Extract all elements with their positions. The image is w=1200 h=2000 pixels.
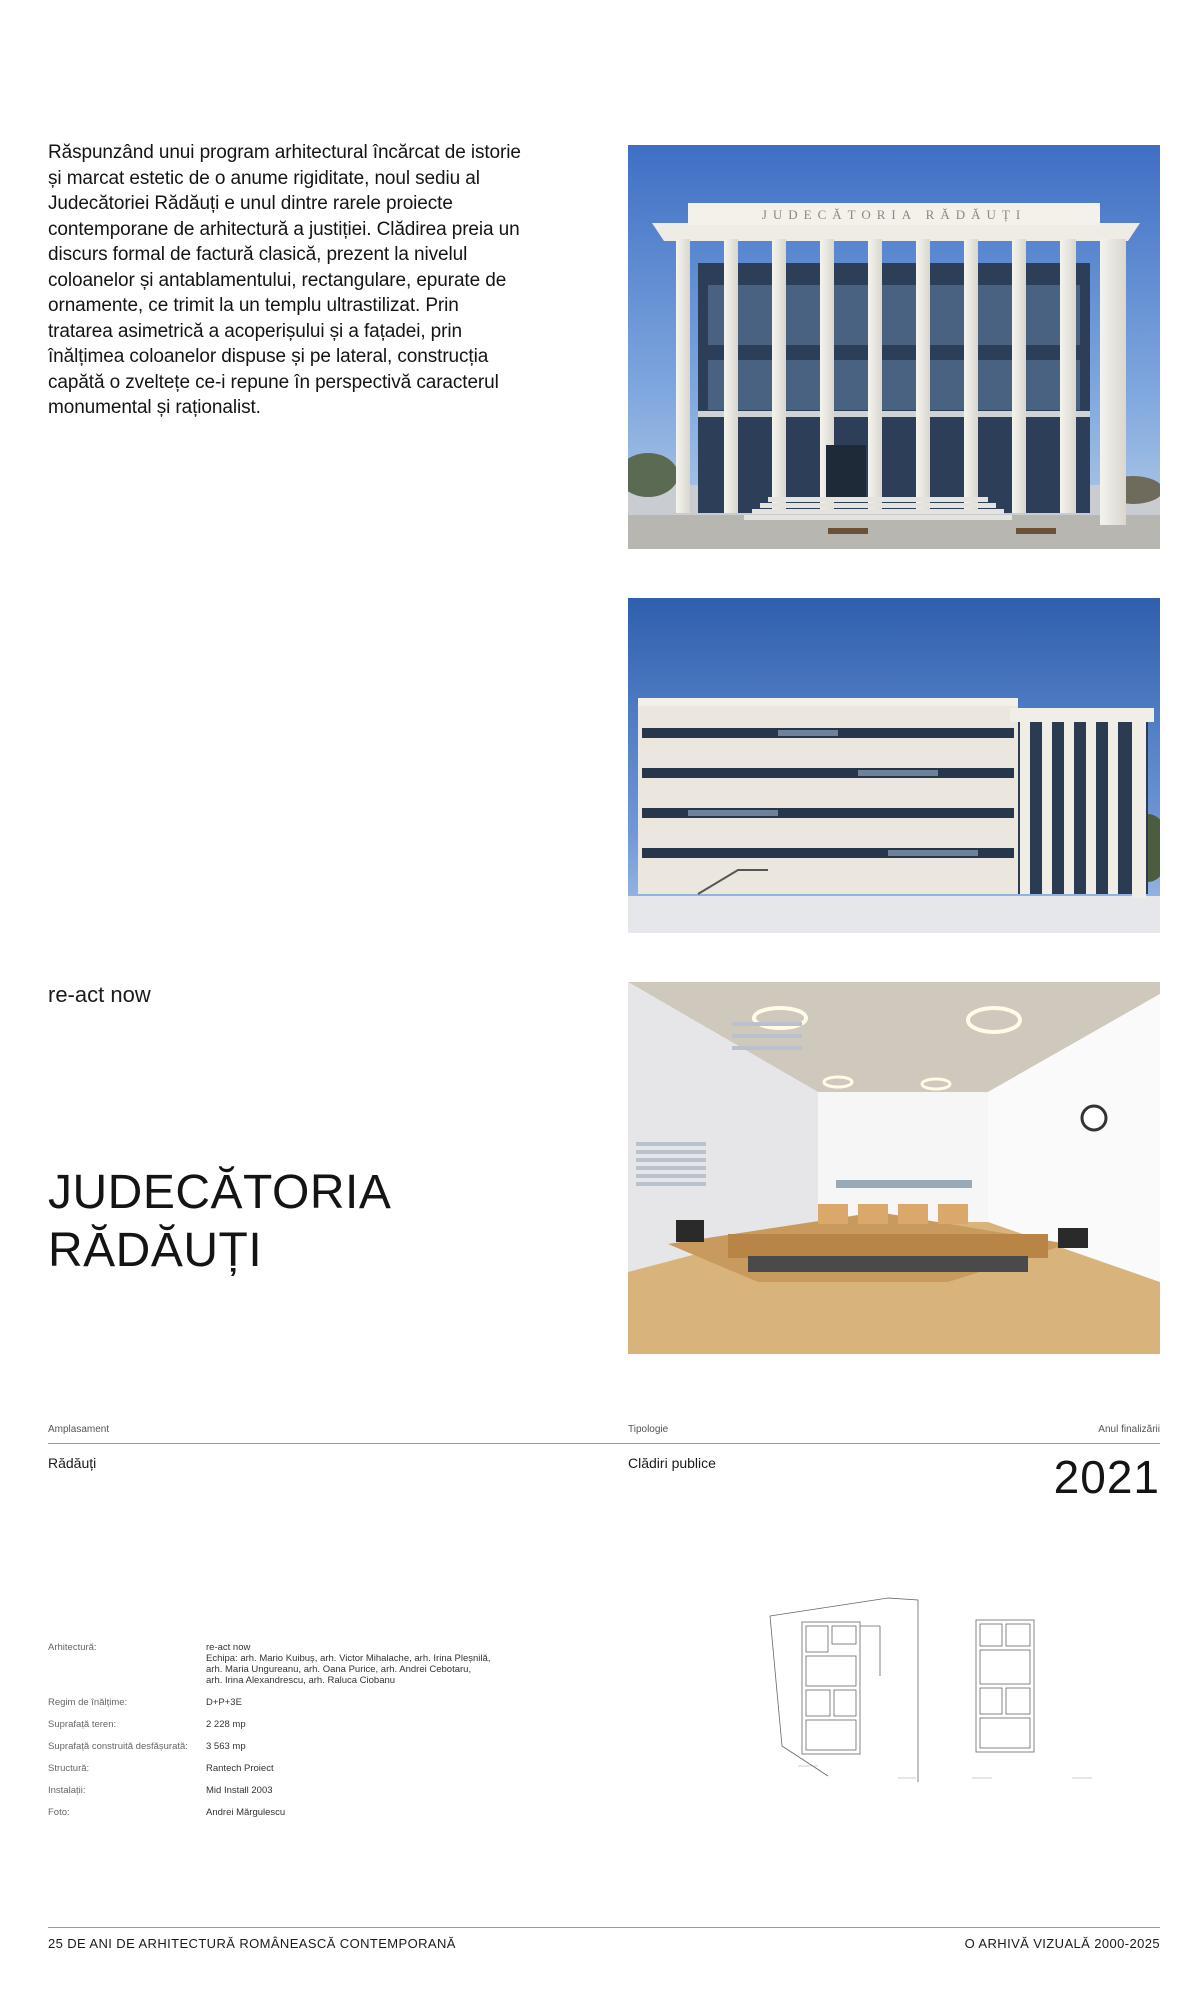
- architect-name: re-act now: [48, 982, 151, 1007]
- credit-label: Foto:: [48, 1807, 70, 1818]
- credit-label: Regim de înălțime:: [48, 1697, 128, 1708]
- credit-label: Suprafață construită desfășurată:: [48, 1741, 188, 1752]
- facade-inscription: JUDECĂTORIA RĂDĂUȚI: [761, 207, 1027, 222]
- credit-row-structure: [48, 1763, 548, 1774]
- footer-series-title: 25 DE ANI DE ARHITECTURĂ ROMÂNEASCĂ CONTEMPORANĂ: [48, 1936, 456, 1951]
- location-label: Amplasament: [48, 1424, 110, 1435]
- credit-line: arh. Irina Alexandrescu, arh. Raluca Ciobanu: [206, 1675, 396, 1686]
- intro-paragraph: Răspunzând unui program arhitectural încărcat de istorie și marcat estetic de o anume rigiditate, noul sediu al Judecătoriei Rădăuți e unul dintre rarele proiecte contemporane de arhitectură a justiției. Clădirea preia un discurs formal de factură clasică, prezent la nivelul coloanelor și antablamentului, rectangulare, epurate de ornamente, ce trimit la un templu ultrastilizat. Prin tratarea asimetrică a acoperișului și a fațadei, prin înălțimea coloanelor dispuse și pe lateral, construcția capătă o zveltețe ce-i repune în perspectivă caracterul monumental și raționalist.: [48, 142, 521, 418]
- location-value: Rădăuți: [48, 1455, 97, 1471]
- credit-line: re-act now: [206, 1642, 251, 1653]
- footer-divider: [48, 1927, 1160, 1928]
- year-label: Anul finalizării: [1098, 1424, 1160, 1435]
- completion-year: 2021: [1053, 1451, 1160, 1503]
- credit-value: D+P+3E: [206, 1697, 242, 1708]
- credit-row-installations: [48, 1785, 548, 1796]
- facade-side-photo: [628, 598, 1160, 933]
- credit-label: Structură:: [48, 1763, 90, 1774]
- facade-front-photo: [628, 145, 1160, 549]
- credit-value: Andrei Mărgulescu: [206, 1807, 286, 1818]
- project-title: [48, 1164, 568, 1280]
- credit-label: Suprafață teren:: [48, 1719, 117, 1730]
- credit-value: Rantech Proiect: [206, 1763, 274, 1774]
- credit-row-built-area: [48, 1741, 548, 1752]
- credit-value: 3 563 mp: [206, 1741, 246, 1752]
- credit-row-site-area: [48, 1719, 548, 1730]
- project-title-line-1: JUDECĂTORIA: [48, 1166, 392, 1219]
- credit-line: Echipa: arh. Mario Kuibuș, arh. Victor Mihalache, arh. Irina Pleșnilă,: [206, 1653, 491, 1664]
- credit-value: 2 228 mp: [206, 1719, 246, 1730]
- credit-row-architecture: [48, 1642, 548, 1686]
- footer-archive-title: O ARHIVĂ VIZUALĂ 2000-2025: [964, 1936, 1160, 1951]
- typology-value: Clădiri publice: [628, 1455, 716, 1471]
- credit-label: Arhitectură:: [48, 1642, 97, 1653]
- credits-table: [48, 1642, 548, 1829]
- credit-value: Mid Install 2003: [206, 1785, 273, 1796]
- metadata-divider: [48, 1443, 1160, 1444]
- project-title-line-2: RĂDĂUȚI: [48, 1224, 263, 1277]
- credit-label: Instalații:: [48, 1785, 86, 1796]
- ground-floor-plan-drawing: [768, 1596, 930, 1784]
- credit-row-height-regime: [48, 1697, 548, 1708]
- upper-floor-plan-drawing: [962, 1596, 1096, 1784]
- credit-line: arh. Maria Ungureanu, arh. Oana Purice, arh. Andrei Cebotaru,: [206, 1664, 472, 1675]
- credit-value: [206, 1642, 548, 1686]
- courtroom-interior-photo: [628, 982, 1160, 1354]
- typology-label: Tipologie: [628, 1424, 669, 1435]
- credit-row-photo: [48, 1807, 548, 1818]
